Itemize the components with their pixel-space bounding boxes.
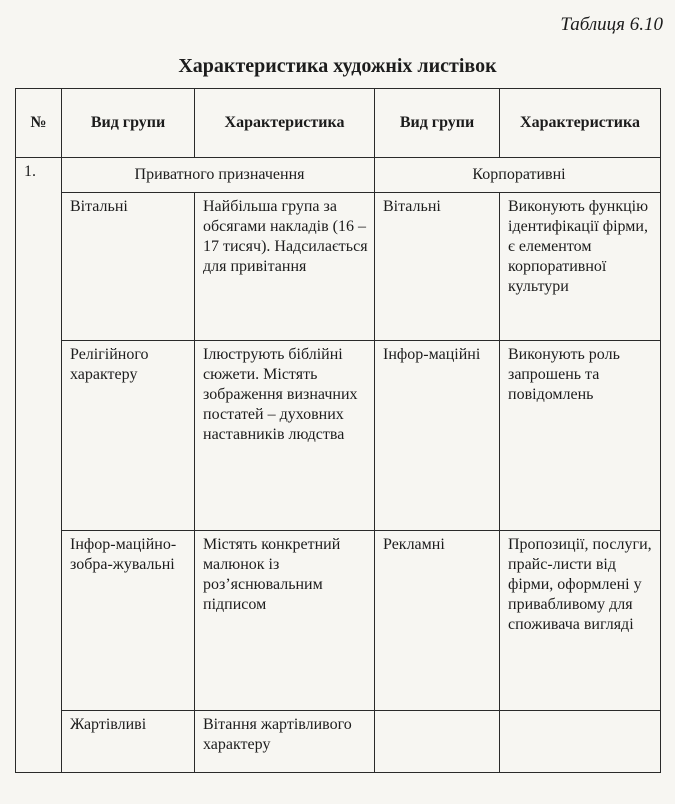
left-desc: Вітання жартівливого характеру bbox=[195, 711, 375, 773]
left-desc: Містять конкретний малюнок із роз’яснювальним підписом bbox=[195, 531, 375, 711]
left-type: Релігійного характеру bbox=[62, 341, 195, 531]
table-row bbox=[16, 193, 661, 341]
header-group-type-1: Вид групи bbox=[62, 89, 195, 158]
right-type: Рекламні bbox=[375, 531, 500, 711]
right-type bbox=[375, 711, 500, 773]
table-row bbox=[16, 711, 661, 773]
header-num: № bbox=[16, 89, 62, 158]
group-corporate: Корпоративні bbox=[375, 158, 661, 193]
cards-table bbox=[15, 88, 661, 773]
left-type: Жартівливі bbox=[62, 711, 195, 773]
right-type: Інфор-маційні bbox=[375, 341, 500, 531]
table-row bbox=[16, 341, 661, 531]
table-title: Характеристика художніх листівок bbox=[178, 55, 497, 77]
row-number: 1. bbox=[16, 158, 62, 773]
right-desc: Виконують функцію ідентифікації фірми, є елементом корпоративної культури bbox=[500, 193, 661, 341]
right-desc bbox=[500, 711, 661, 773]
group-private: Приватного призначення bbox=[62, 158, 375, 193]
table-number-label: Таблиця 6.10 bbox=[560, 14, 663, 35]
header-characteristic-1: Характеристика bbox=[195, 89, 375, 158]
right-desc: Виконують роль запрошень та повідомлень bbox=[500, 341, 661, 531]
header-group-type-2: Вид групи bbox=[375, 89, 500, 158]
right-type: Вітальні bbox=[375, 193, 500, 341]
left-desc: Найбільша група за обсягами накладів (16 – 17 тисяч). Надсилається для привітання bbox=[195, 193, 375, 341]
left-type: Інфор-маційно-зобра-жувальні bbox=[62, 531, 195, 711]
table-row bbox=[16, 531, 661, 711]
header-row bbox=[16, 89, 661, 158]
left-type: Вітальні bbox=[62, 193, 195, 341]
header-characteristic-2: Характеристика bbox=[500, 89, 661, 158]
group-row bbox=[16, 158, 661, 193]
right-desc: Пропозиції, послуги, прайс-листи від фірми, оформлені у привабливому для споживача вигляді bbox=[500, 531, 661, 711]
left-desc: Ілюструють біблійні сюжети. Містять зображення визначних постатей – духовних наставників людства bbox=[195, 341, 375, 531]
